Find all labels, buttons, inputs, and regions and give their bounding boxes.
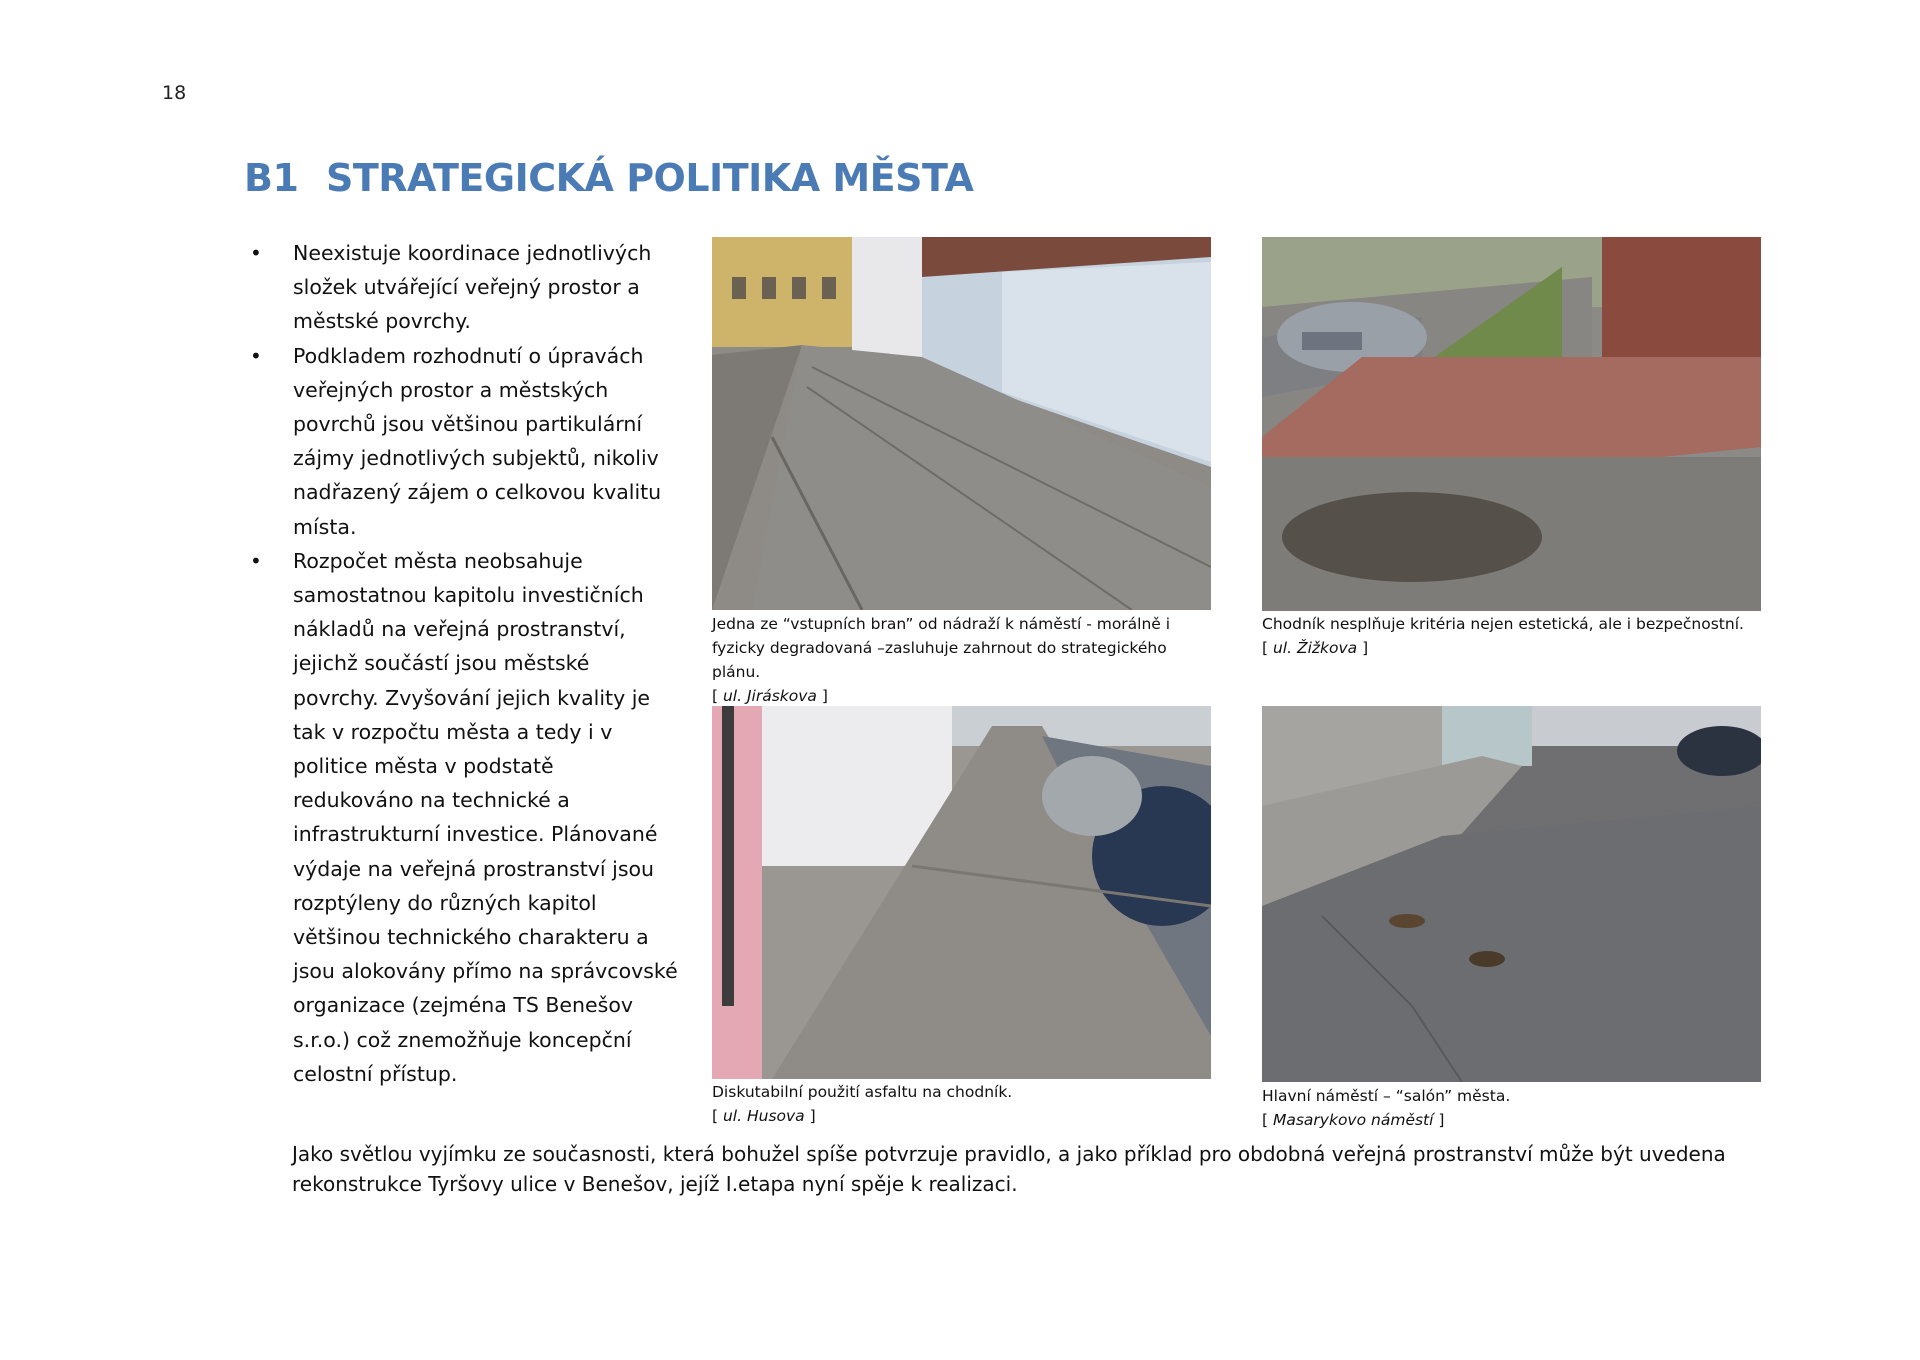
bullet-item: • Podkladem rozhodnutí o úpravách veřejných prostor a městských povrchů jsou většinou partikulární zájmy jednotlivých subjektů, nikoliv nadřazený zájem o celkovou kvalitu místa. — [250, 339, 680, 544]
bullet-dot-icon: • — [250, 241, 262, 265]
bullet-item: • Neexistuje koordinace jednotlivých složek utvářející veřejný prostor a městské povrchy. — [250, 236, 680, 339]
photo-jiraskova — [712, 237, 1211, 610]
bullet-dot-icon: • — [250, 548, 262, 573]
photo-husova — [712, 706, 1211, 1079]
page-title — [244, 156, 973, 200]
page-number: 18 — [162, 82, 187, 104]
caption-masarykovo: Hlavní náměstí – “salón” města. [ Masarykovo náměstí ] — [1262, 1087, 1511, 1129]
bullet-dot-icon: • — [250, 343, 262, 368]
bullet-item: • Rozpočet města neobsahuje samostatnou kapitolu investičních nákladů na veřejná prostranství, jejichž součástí jsou městské povrchy. Zvyšování jejich kvality je tak v rozpočtu města a tedy i v politice města v podstatě redukováno na technické a infrastrukturní investice. Plánované výdaje na veřejná prostranství jsou rozptýleny do různých kapitol většinou technického charakteru a jsou alokovány přímo na správcovské organizace (zejména TS Benešov s.r.o.) což znemožňuje koncepční celostní přístup. — [250, 544, 680, 1091]
caption-location: Masarykovo náměstí — [1272, 1111, 1434, 1129]
section-code: B1 — [244, 156, 299, 200]
caption-location: ul. Husova — [722, 1107, 805, 1125]
section-title: STRATEGICKÁ POLITIKA MĚSTA — [326, 156, 974, 200]
caption-location: ul. Žižkova — [1272, 639, 1358, 657]
caption-location: ul. Jiráskova — [722, 687, 817, 705]
caption-husova: Diskutabilní použití asfaltu na chodník. [ ul. Husova ] — [712, 1083, 1013, 1125]
bullet-list — [250, 236, 680, 1091]
photo-masarykovo — [1262, 706, 1761, 1082]
closing-paragraph: Jako světlou vyjímku ze současnosti, která bohužel spíše potvrzuje pravidlo, a jako příklad pro obdobná veřejná prostranství může být uvedena rekonstrukce Tyršovy ulice v Benešov, jejíž I.etapa nyní spěje k realizaci. — [292, 1142, 1726, 1196]
caption-jiraskova: Jedna ze “vstupních bran” od nádraží k náměstí - morálně i fyzicky degradovaná –zasluhuje zahrnout do strategického plánu. [ ul. Jiráskova ] — [712, 615, 1171, 705]
photo-zizkova — [1262, 237, 1761, 611]
caption-zizkova: Chodník nesplňuje kritéria nejen estetická, ale i bezpečnostní. [ ul. Žižkova ] — [1262, 615, 1744, 657]
